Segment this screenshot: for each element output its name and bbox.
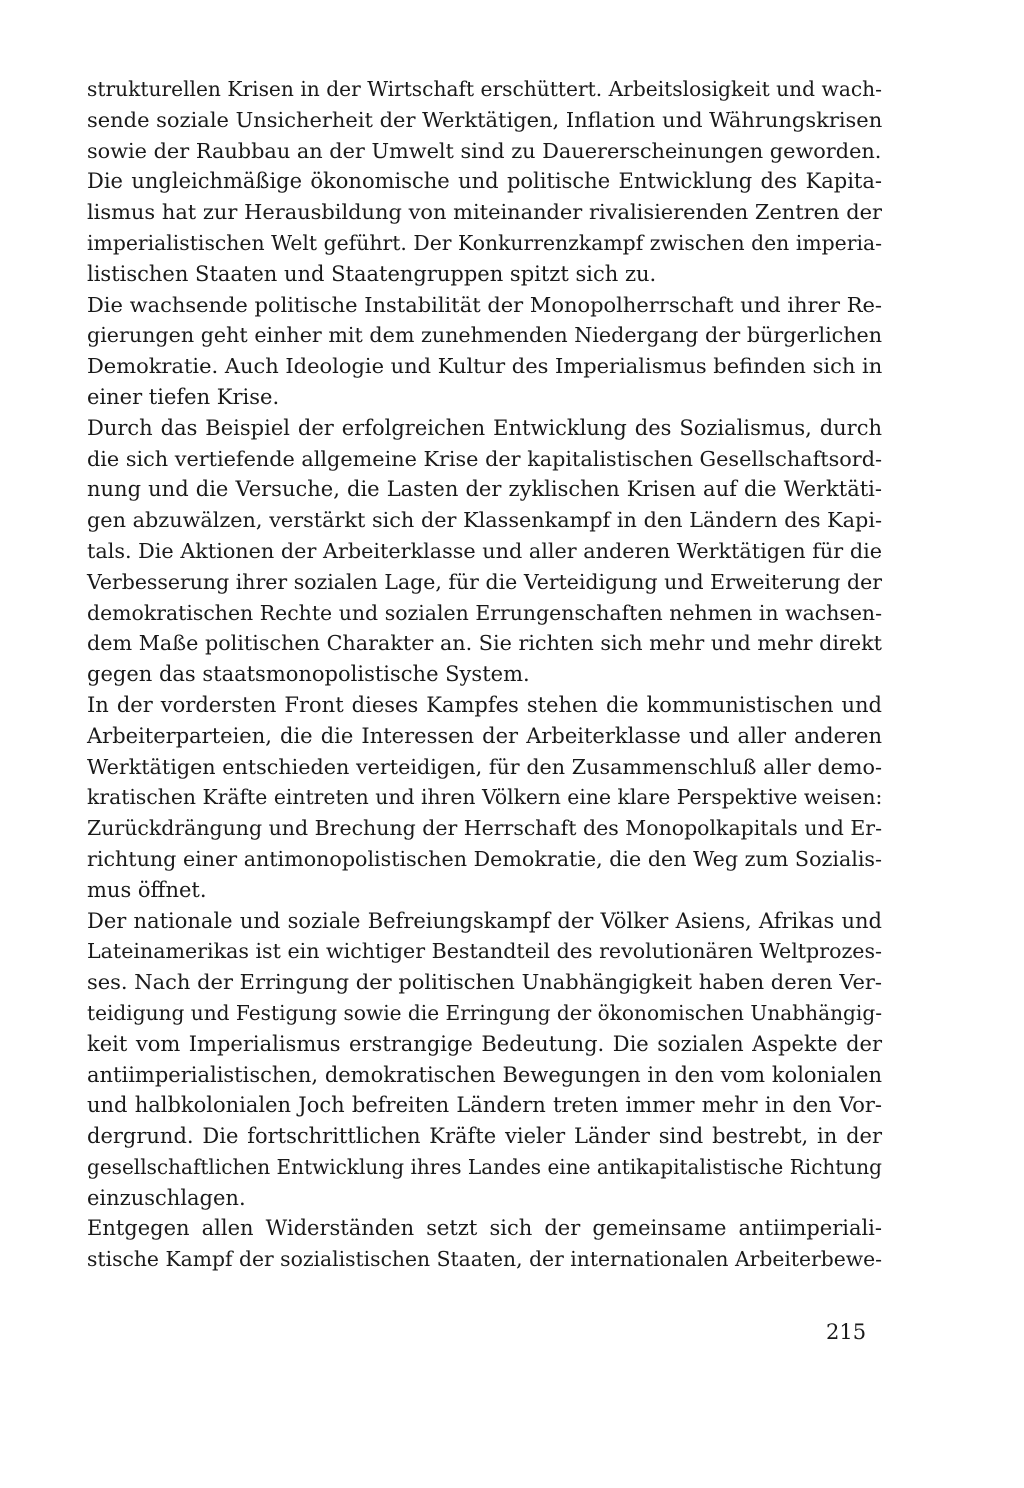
text-line: Lateinamerikas ist ein wichtiger Bestandteil des revolutionären Weltprozes- — [87, 939, 882, 964]
text-line: teidigung und Festigung sowie die Erringung der ökonomischen Unabhängig- — [87, 1000, 882, 1025]
text-line: gegen das staatsmonopolistische System. — [87, 662, 530, 687]
text-line: dergrund. Die fortschrittlichen Kräfte vieler Länder sind bestrebt, in der — [87, 1124, 882, 1149]
paragraph — [87, 74, 882, 166]
paragraph — [87, 290, 882, 413]
text-line: einer tiefen Krise. — [87, 384, 280, 409]
text-line: kratischen Kräfte eintreten und ihren Völkern eine klare Perspektive weisen: — [87, 785, 883, 810]
paragraph — [87, 166, 882, 289]
text-line: die sich vertiefende allgemeine Krise der kapitalistischen Gesellschaftsord- — [87, 446, 882, 471]
text-line: gesellschaftlichen Entwicklung ihres Landes eine antikapitalistische Richtung — [87, 1154, 882, 1179]
text-line: gen abzuwälzen, verstärkt sich der Klassenkampf in den Ländern des Kapi- — [87, 508, 882, 533]
page-number: 215 — [826, 1320, 867, 1344]
text-line: listischen Staaten und Staatengruppen spitzt sich zu. — [87, 261, 657, 286]
text-line: sende soziale Unsicherheit der Werktätigen, Inflation und Währungskrisen — [87, 107, 883, 132]
text-line: Verbesserung ihrer sozialen Lage, für die Verteidigung und Erweiterung der — [87, 569, 882, 594]
paragraph — [87, 690, 882, 906]
paragraph — [87, 1213, 882, 1275]
text-line: imperialistischen Welt geführt. Der Konkurrenzkampf zwischen den imperia- — [87, 230, 882, 255]
text-line: nung und die Versuche, die Lasten der zyklischen Krisen auf die Werktäti- — [87, 477, 882, 502]
text-line: Werktätigen entschieden verteidigen, für den Zusammenschluß aller demo- — [87, 754, 882, 779]
text-line: ses. Nach der Erringung der politischen Unabhängigkeit haben deren Ver- — [87, 970, 882, 995]
text-line: demokratischen Rechte und sozialen Errungenschaften nehmen in wachsen- — [87, 600, 882, 625]
text-line: Der nationale und soziale Befreiungskampf der Völker Asiens, Afrikas und — [87, 908, 882, 933]
text-line: sowie der Raubbau an der Umwelt sind zu Dauererscheinungen geworden. — [87, 138, 882, 163]
text-line: stische Kampf der sozialistischen Staaten, der internationalen Arbeiterbewe- — [87, 1247, 882, 1272]
text-line: gierungen geht einher mit dem zunehmenden Niedergang der bürgerlichen — [87, 323, 882, 348]
text-line: Die wachsende politische Instabilität der Monopolherrschaft und ihrer Re- — [87, 292, 882, 317]
text-line: Die ungleichmäßige ökonomische und politische Entwicklung des Kapita- — [87, 169, 882, 194]
text-line: dem Maße politischen Charakter an. Sie richten sich mehr und mehr direkt — [87, 631, 882, 656]
text-line: Zurückdrängung und Brechung der Herrschaft des Monopolkapitals und Er- — [87, 816, 882, 841]
text-line: strukturellen Krisen in der Wirtschaft erschüttert. Arbeitslosigkeit und wach- — [87, 77, 882, 101]
text-line: lismus hat zur Herausbildung von miteinander rivalisierenden Zentren der — [87, 200, 882, 225]
text-line: Entgegen allen Widerständen setzt sich der gemeinsame antiimperiali- — [87, 1216, 882, 1241]
paragraph — [87, 413, 882, 690]
text-line: Arbeiterparteien, die die Interessen der Arbeiterklasse und aller anderen — [87, 723, 882, 748]
text-line: antiimperialistischen, demokratischen Bewegungen in den vom kolonialen — [87, 1062, 882, 1087]
text-line: Demokratie. Auch Ideologie und Kultur des Imperialismus befinden sich in — [87, 354, 883, 379]
text-line: In der vordersten Front dieses Kampfes stehen die kommunistischen und — [87, 692, 882, 717]
paragraph — [87, 906, 882, 1214]
body-text — [87, 74, 882, 1275]
text-line: Durch das Beispiel der erfolgreichen Entwicklung des Sozialismus, durch — [87, 415, 882, 440]
text-line: einzuschlagen. — [87, 1185, 246, 1210]
text-line: tals. Die Aktionen der Arbeiterklasse und aller anderen Werktätigen für die — [87, 538, 882, 563]
text-line: mus öffnet. — [87, 877, 207, 902]
text-line: und halbkolonialen Joch befreiten Ländern treten immer mehr in den Vor- — [87, 1093, 882, 1118]
text-line: keit vom Imperialismus erstrangige Bedeutung. Die sozialen Aspekte der — [87, 1031, 882, 1056]
text-line: richtung einer antimonopolistischen Demokratie, die den Weg zum Sozialis- — [87, 846, 882, 871]
